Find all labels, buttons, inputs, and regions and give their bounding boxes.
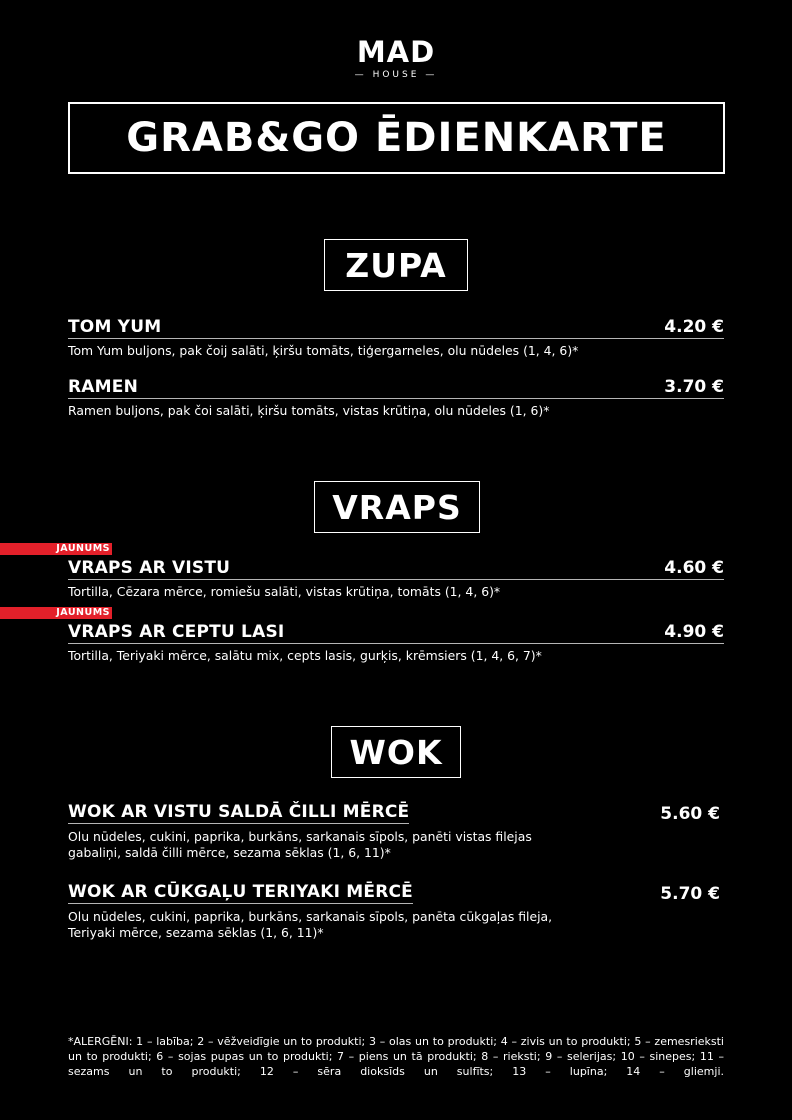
item-price: 3.70 € — [664, 377, 724, 397]
section-title-zupa: ZUPA — [324, 239, 468, 291]
menu-item-vraps-ar-vistu — [68, 558, 724, 600]
mad-house-logo — [0, 36, 792, 80]
section-title-wok: WOK — [331, 726, 461, 778]
menu-item-wok-cukgalu — [68, 882, 720, 941]
item-price: 4.60 € — [664, 558, 724, 578]
item-price: 5.60 € — [660, 804, 720, 824]
new-badge — [0, 543, 112, 555]
item-price: 4.20 € — [664, 317, 724, 337]
logo-sub-text: — HOUSE — — [0, 70, 792, 80]
new-badge — [0, 607, 112, 619]
menu-item-ramen — [68, 377, 724, 419]
item-name: TOM YUM — [68, 317, 162, 337]
logo-main-text: MAD — [356, 35, 436, 69]
menu-item-vraps-ar-ceptu-lasi — [68, 622, 724, 664]
item-name: RAMEN — [68, 377, 139, 397]
badge-label: JAUNUMS — [56, 607, 110, 618]
item-description: Ramen buljons, pak čoi salāti, ķiršu tomāts, vistas krūtiņa, olu nūdeles (1, 6)* — [68, 403, 550, 418]
item-name: VRAPS AR CEPTU LASI — [68, 622, 285, 642]
item-price: 5.70 € — [660, 884, 720, 904]
item-description: Olu nūdeles, cukini, paprika, burkāns, sarkanais sīpols, panēta cūkgaļas fileja, Teriyaki mērce, sezama sēklas (1, 6, 11)* — [68, 909, 553, 940]
item-name: WOK AR VISTU SALDĀ ČILLI MĒRCĒ — [68, 802, 410, 822]
item-description: Tortilla, Teriyaki mērce, salātu mix, cepts lasis, gurķis, krēmsiers (1, 4, 6, 7)* — [68, 648, 542, 663]
item-description: Tortilla, Cēzara mērce, romiešu salāti, vistas krūtiņa, tomāts (1, 4, 6)* — [68, 584, 501, 599]
badge-label: JAUNUMS — [56, 543, 110, 554]
allergens-footnote: *ALERGĒNI: 1 – labība; 2 – vēžveidīgie un to produkti; 3 – olas un to produkti; 4 – zivis un to produkti; 5 – zemesrieksti un to produkti; 6 – sojas pupas un to produkti; 7 – piens un tā produkti; 8 – rieksti; 9 – selerijas; 10 – sinepes; 11 – sezams un to produkti; 12 – sēra dioksīds un sulfīts; 13 – lupīna; 14 – gliemji. — [68, 1035, 724, 1078]
item-description: Olu nūdeles, cukini, paprika, burkāns, sarkanais sīpols, panēti vistas filejas gabaliņi, saldā čilli mērce, sezama sēklas (1, 6, 11)* — [68, 829, 532, 860]
item-name: WOK AR CŪKGAĻU TERIYAKI MĒRCĒ — [68, 882, 413, 902]
section-title-vraps: VRAPS — [314, 481, 480, 533]
item-description: Tom Yum buljons, pak čoij salāti, ķiršu tomāts, tiģergarneles, olu nūdeles (1, 4, 6)* — [68, 343, 579, 358]
item-name: VRAPS AR VISTU — [68, 558, 231, 578]
item-price: 4.90 € — [664, 622, 724, 642]
menu-title: GRAB&GO ĒDIENKARTE — [68, 102, 725, 174]
menu-item-wok-vistu — [68, 802, 720, 861]
menu-item-tom-yum — [68, 317, 724, 359]
